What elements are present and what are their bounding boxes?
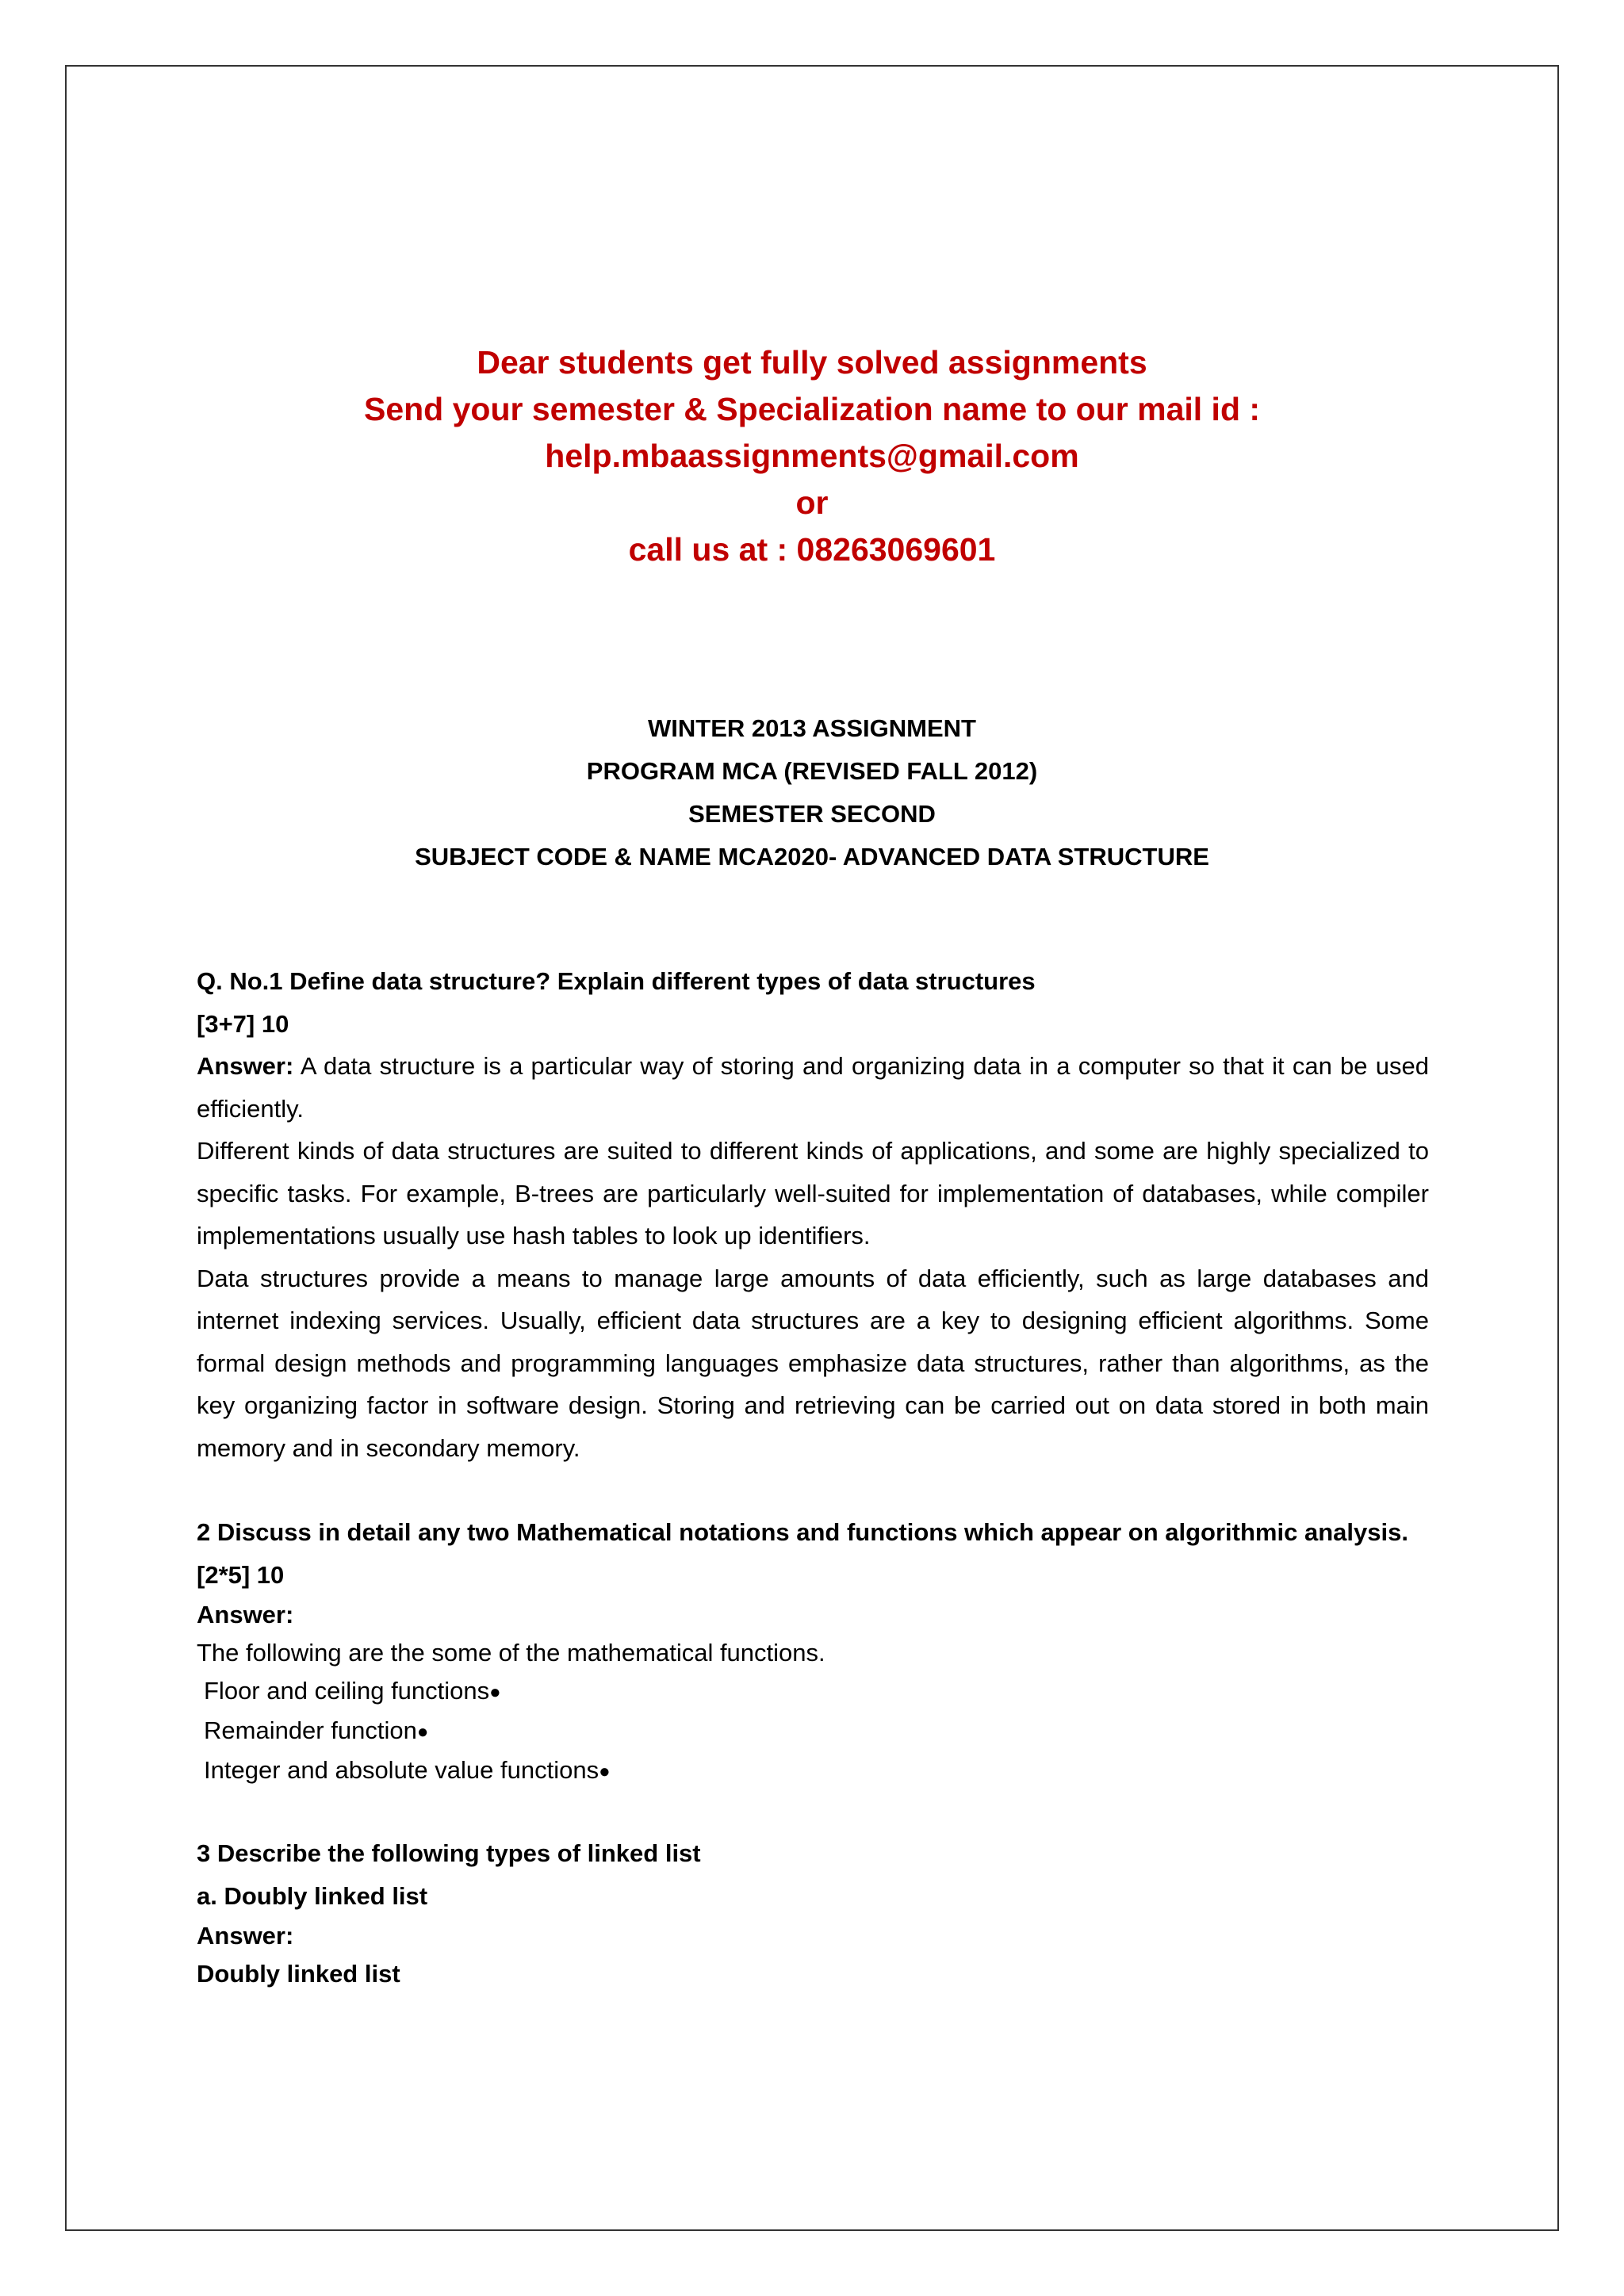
bullet-text: Remainder function	[204, 1716, 417, 1744]
q1-paragraph-3: Data structures provide a means to manage large amounts of data efficiently, such as large databases and internet indexing services. Usually, efficient data structures are a key to designing efficient algorithms. Some formal design methods and programming languages emphasize data structures, rather than algorithms, as the key organizing factor in software design. Storing and retrieving can be carried out on data stored in both main memory and in secondary memory.	[197, 1264, 1429, 1462]
list-item	[197, 1672, 1429, 1712]
q3-question: 3 Describe the following types of linked list	[197, 1839, 701, 1868]
ad-or: or	[795, 484, 829, 521]
ad-line-1: Dear students get fully solved assignments	[477, 344, 1147, 381]
list-item	[197, 1712, 1429, 1751]
q1-question: Q. No.1 Define data structure? Explain different types of data structures	[197, 967, 1036, 995]
ad-email: help.mbaassignments@gmail.com	[545, 438, 1079, 474]
document-body	[197, 960, 1429, 1993]
q3-heading: Doubly linked list	[197, 1960, 400, 1988]
q2-marks: [2*5] 10	[197, 1560, 285, 1589]
header-program: PROGRAM MCA (REVISED FALL 2012)	[586, 757, 1038, 785]
q2-answer-label: Answer:	[197, 1601, 294, 1628]
ad-phone: call us at : 08263069601	[628, 531, 996, 568]
bullet-icon: ●	[599, 1760, 611, 1782]
header-semester: SEMESTER SECOND	[688, 800, 936, 828]
bullet-icon: ●	[416, 1720, 429, 1743]
q3-answer-label: Answer:	[197, 1922, 294, 1950]
list-item	[197, 1751, 1429, 1791]
q1-answer-text: A data structure is a particular way of storing and organizing data in a computer so that it can be used efficiently.	[197, 1052, 1429, 1123]
q2-question: 2 Discuss in detail any two Mathematical notations and functions which appear on algorithmic analysis.	[197, 1518, 1408, 1546]
q1-marks: [3+7] 10	[197, 1009, 289, 1038]
advertisement-block	[65, 339, 1559, 573]
q3-sub-a: a. Doubly linked list	[197, 1881, 428, 1910]
q1-answer	[197, 1045, 1429, 1130]
header-term: WINTER 2013 ASSIGNMENT	[648, 714, 976, 742]
bullet-icon: ●	[489, 1681, 501, 1703]
bullet-text: Integer and absolute value functions	[204, 1755, 599, 1784]
assignment-header	[65, 707, 1559, 878]
q1-paragraph-2: Different kinds of data structures are suited to different kinds of applications, and some are highly specialized to specific tasks. For example, B-trees are particularly well-suited for implementation of databases, while compiler implementations usually use hash tables to look up identifiers.	[197, 1137, 1429, 1249]
ad-line-2: Send your semester & Specialization name to our mail id :	[363, 391, 1261, 427]
header-subject: SUBJECT CODE & NAME MCA2020- ADVANCED DATA STRUCTURE	[415, 843, 1209, 871]
q2-intro: The following are the some of the mathematical functions.	[197, 1639, 825, 1667]
bullet-text: Floor and ceiling functions	[204, 1677, 490, 1705]
q1-answer-label: Answer:	[197, 1052, 294, 1080]
